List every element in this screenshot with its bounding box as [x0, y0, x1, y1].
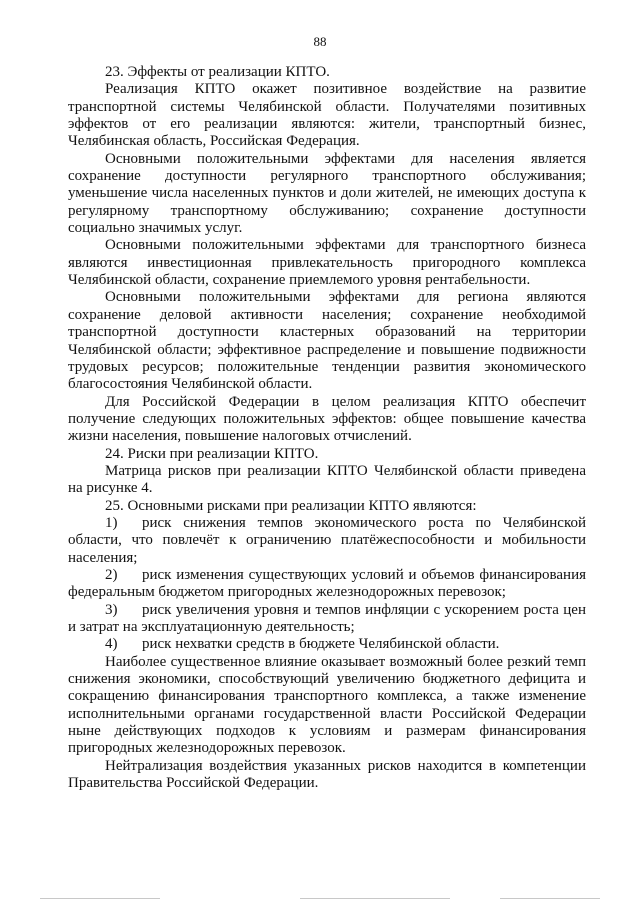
list-item — [68, 602, 586, 637]
list-item-number: 4) — [105, 636, 118, 653]
document-body — [68, 64, 586, 792]
list-item-number: 3) — [105, 601, 118, 618]
paragraph: Для Российской Федерации в целом реализация КПТО обеспечит получение следующих положительных эффектов: общее повышение качества жизни населения, повышение налоговых отчислений. — [68, 393, 586, 445]
list-item — [68, 515, 586, 567]
list-item-text: риск снижения темпов экономического роста по Челябинской области, что повлечёт к ограничению платёжеспособности и мобильности населения; — [68, 514, 586, 566]
list-item-number: 1) — [105, 514, 118, 531]
scan-edge-line — [300, 898, 450, 899]
paragraph: Основными положительными эффектами для населения является сохранение доступности регулярного транспортного обслуживания; уменьшение числа населенных пунктов и доли жителей, не имеющих доступа к регулярному транспортному обслуживанию; сохранение доступности социально значимых услуг. — [68, 150, 586, 237]
paragraph: Матрица рисков при реализации КПТО Челябинской области приведена на рисунке 4. — [68, 462, 586, 497]
paragraph: Основными положительными эффектами для транспортного бизнеса являются инвестиционная привлекательность пригородного комплекса Челябинской области, сохранение приемлемого уровня рентабельности. — [68, 237, 586, 289]
paragraph: Реализация КПТО окажет позитивное воздействие на развитие транспортной системы Челябинской области. Получателями позитивных эффектов от его реализации являются: жители, транспортный бизнес, Челябинская область, Российская Федерация. — [68, 81, 586, 150]
list-item — [68, 636, 586, 653]
list-item-number: 2) — [105, 566, 118, 583]
scan-edge-line — [500, 898, 600, 899]
section-heading-effects: 23. Эффекты от реализации КПТО. — [105, 64, 330, 80]
section-heading-risks: 24. Риски при реализации КПТО. — [105, 445, 319, 462]
list-item — [68, 567, 586, 602]
paragraph: Наиболее существенное влияние оказывает возможный более резкий темп снижения экономики, способствующий увеличению бюджетного дефицита и сокращению финансирования транспортного комплекса, а также изменение исполнительными органами государственной власти Российской Федерации ныне действующих подходов к условиям и размерам финансирования пригородных железнодорожных перевозок. — [68, 653, 586, 757]
list-item-text: риск увеличения уровня и темпов инфляции с ускорением роста цен и затрат на эксплуатационную деятельность; — [68, 601, 586, 635]
scan-edge-line — [40, 898, 160, 899]
section-heading-main-risks: 25. Основными рисками при реализации КПТО являются: — [105, 497, 477, 514]
list-item-text: риск нехватки средств в бюджете Челябинской области. — [142, 636, 500, 653]
page-number: 88 — [313, 34, 327, 49]
paragraph: Основными положительными эффектами для региона являются сохранение деловой активности населения; сохранение необходимой транспортной доступности кластерных образований на территории Челябинской области; эффективное распределение и повышение подвижности трудовых ресурсов; положительные тенденции развития экономического благосостояния Челябинской области. — [68, 289, 586, 393]
list-item-text: риск изменения существующих условий и объемов финансирования федеральным бюджетом пригородных железнодорожных перевозок; — [68, 566, 586, 601]
paragraph: Нейтрализация воздействия указанных рисков находится в компетенции Правительства Российской Федерации. — [68, 757, 586, 792]
